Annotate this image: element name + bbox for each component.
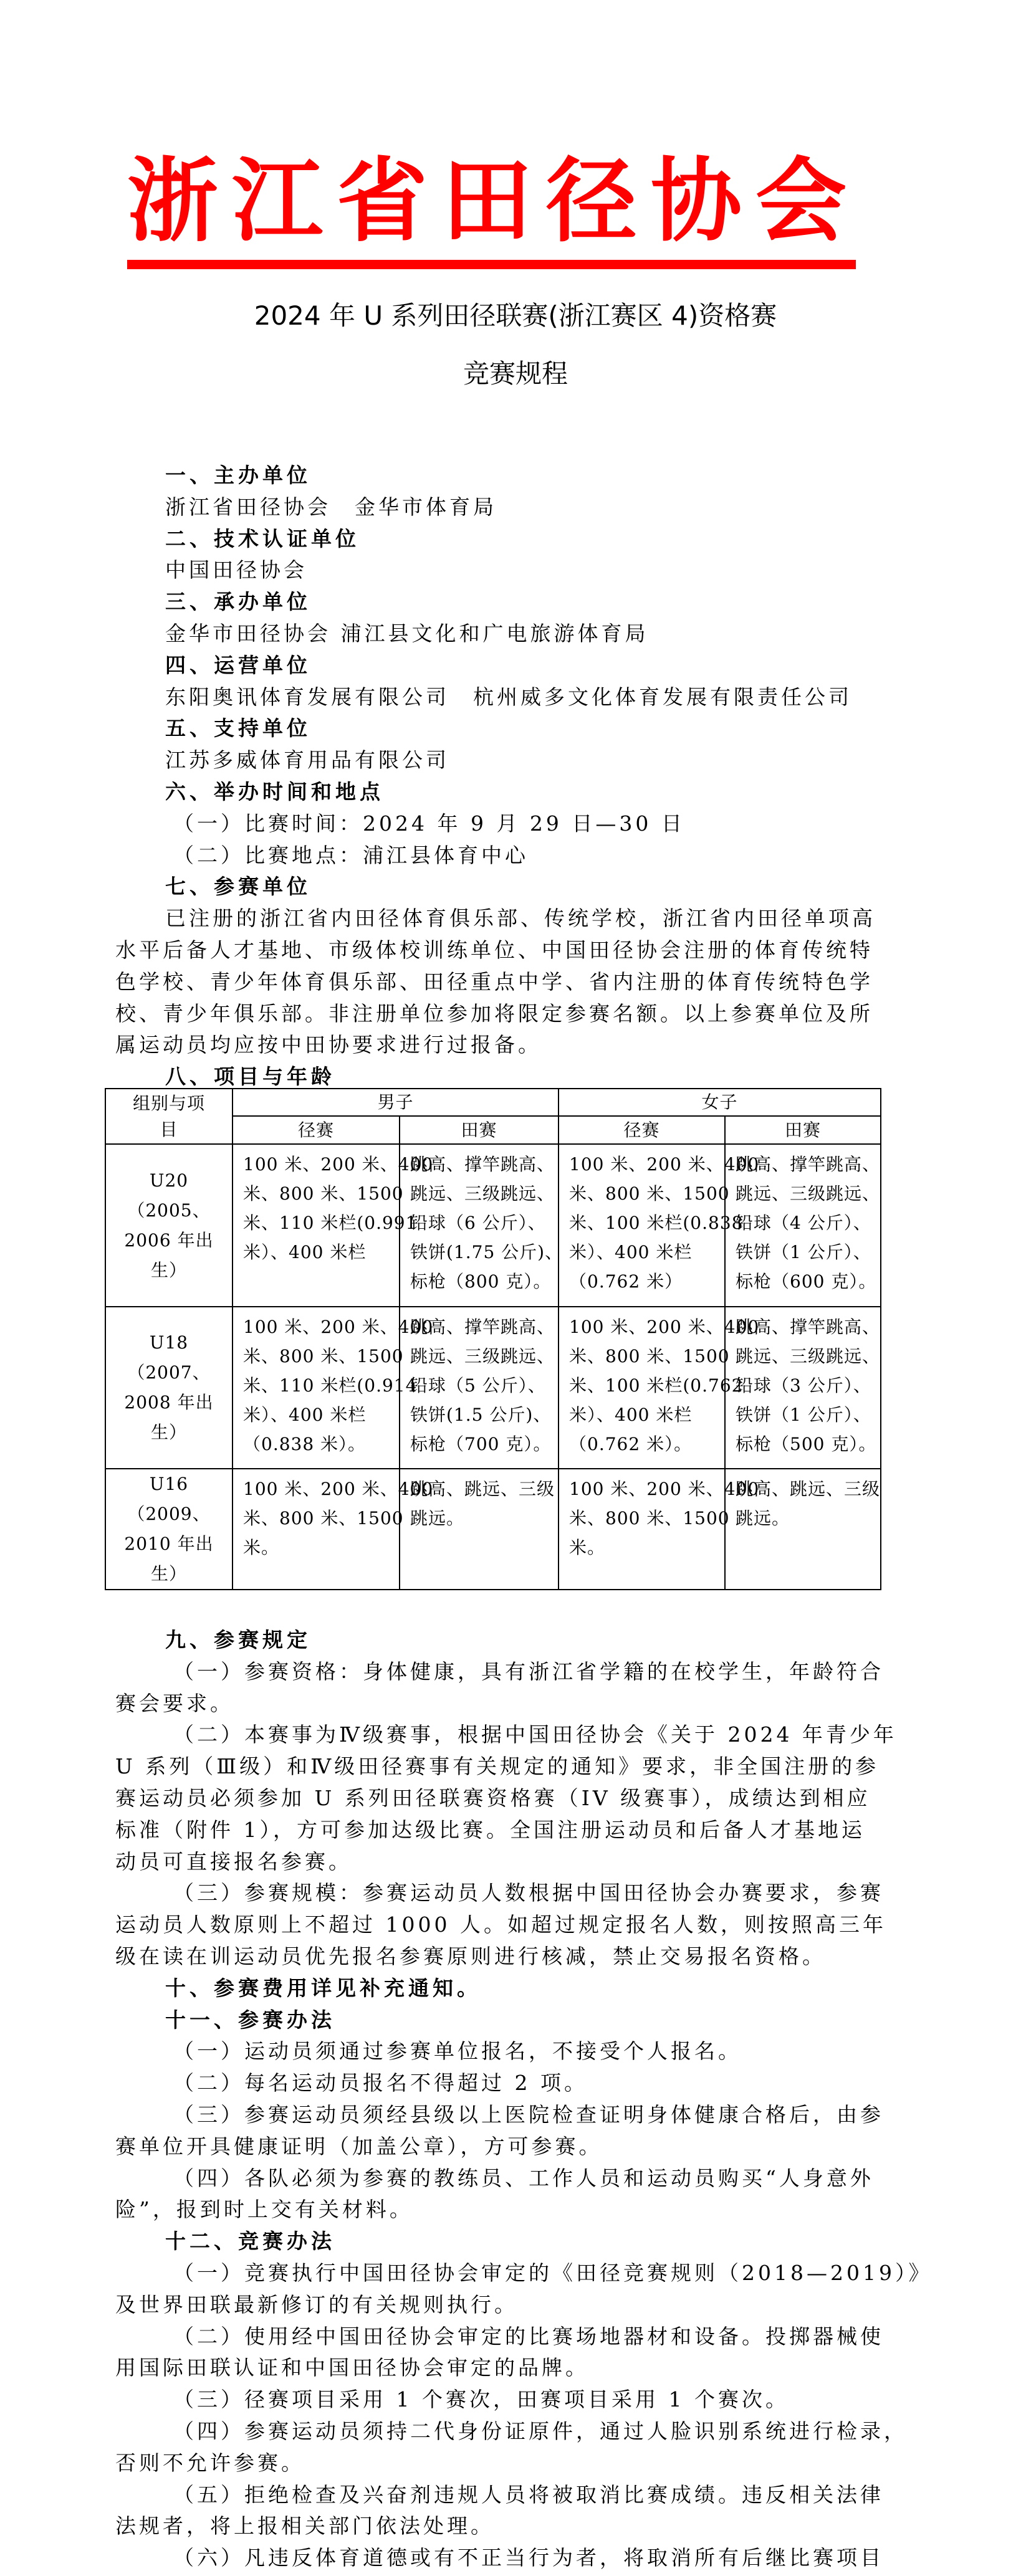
cell-line: （0.838 米）。 [243, 1434, 367, 1454]
body-text-line: （一）比赛时间：2024 年 9 月 29 日—30 日 [173, 811, 685, 836]
cell-line: （2009、 [127, 1504, 211, 1524]
body-text-line: （一）参赛资格：身体健康，具有浙江省学籍的在校学生，年龄符合 [173, 1659, 884, 1684]
table-row [105, 1307, 881, 1469]
cell-line: 铁饼(1.5 公斤)、 [410, 1405, 552, 1425]
men-header [233, 1089, 559, 1116]
cell-line: 100 米、200 米、400 [243, 1317, 434, 1337]
cell-line: 跳远。 [736, 1508, 790, 1529]
body-text-line: 金华市田径协会 浦江县文化和广电旅游体育局 [165, 621, 649, 646]
cell-line: 标枪（800 克）。 [410, 1271, 552, 1292]
cell-line: 米、110 米栏(0.991 [243, 1213, 418, 1233]
women-header-label: 女子 [701, 1092, 738, 1112]
cell-line: 米）、400 米栏 [243, 1242, 367, 1262]
men-track-cell-lines [243, 1145, 434, 1267]
cell-line: 2010 年出 [124, 1534, 214, 1554]
body-text-line: （五）拒绝检查及兴奋剂违规人员将被取消比赛成绩。违反相关法律 [173, 2482, 884, 2507]
cell-line: 铅球（4 公斤）、 [736, 1213, 871, 1233]
women-field-header [725, 1116, 881, 1144]
age-group-cell [105, 1144, 233, 1307]
body-text-line: （四）各队必须为参赛的教练员、工作人员和运动员购买“人身意外 [173, 2165, 874, 2190]
cell-line: 铁饼（1 公斤）、 [736, 1242, 871, 1262]
letterhead-red-rule [127, 260, 856, 269]
cell-line: （0.762 米） [569, 1271, 683, 1292]
cell-line: 铅球（5 公斤）、 [410, 1375, 546, 1396]
cell-line: 生） [150, 1422, 187, 1443]
age-group-cell-lines [106, 1328, 232, 1448]
cell-line: 米、800 米、1500 [569, 1346, 730, 1367]
cell-line: 跳高、撑竿跳高、 [736, 1317, 881, 1337]
cell-line: 米、110 米栏(0.914 [243, 1375, 418, 1396]
section-heading: 六、举办时间和地点 [165, 780, 384, 804]
events-table-body [105, 1144, 881, 1590]
section-heading: 十、参赛费用详见补充通知。 [165, 1975, 481, 2000]
men-field-header [400, 1116, 559, 1144]
men-track-cell [233, 1307, 434, 1469]
cell-line: 跳远、三级跳远、 [410, 1346, 555, 1367]
men-field-cell [400, 1469, 559, 1590]
cell-line: 米、800 米、1500 [569, 1508, 730, 1529]
corner-header-lines [106, 1090, 232, 1143]
table-row [105, 1144, 881, 1307]
body-text-line: （三）参赛运动员须经县级以上医院检查证明身体健康合格后，由参 [173, 2102, 884, 2127]
cell-line: 铁饼（1 公斤）、 [736, 1405, 871, 1425]
body-text-line: 运动员人数原则上不超过 1000 人。如超过规定报名人数，则按照高三年 [115, 1912, 886, 1937]
body-text-line: （四）参赛运动员须持二代身份证原件，通过人脸识别系统进行检录， [173, 2419, 908, 2443]
table-row [105, 1469, 881, 1590]
body-text-line: 赛单位开具健康证明（加盖公章），方可参赛。 [115, 2134, 603, 2159]
cell-line: 目 [160, 1119, 178, 1140]
organization-letterhead: 浙江省田径协会 [127, 148, 860, 254]
body-text-line: 已注册的浙江省内田径体育俱乐部、传统学校，浙江省内田径单项高 [165, 906, 876, 931]
cell-line: 标枪（500 克）。 [736, 1434, 877, 1454]
women-field-cell-lines [736, 1145, 880, 1296]
men-field-label: 田赛 [461, 1119, 497, 1140]
body-text-line: 动员可直接报名参赛。 [115, 1849, 352, 1874]
cell-line: 100 米、200 米、400 [569, 1317, 760, 1337]
men-track-label: 径赛 [297, 1119, 334, 1140]
table-corner-header [105, 1089, 233, 1144]
women-track-cell-lines [569, 1307, 760, 1459]
body-text-line: 级在读在训运动员优先报名参赛原则进行核减，禁止交易报名资格。 [115, 1944, 826, 1968]
cell-line: 标枪（700 克）。 [410, 1434, 552, 1454]
events-age-table [105, 1088, 881, 1590]
cell-line: U16 [149, 1474, 189, 1494]
cell-line: 组别与项 [132, 1092, 205, 1114]
women-track-cell [559, 1307, 760, 1469]
body-text-line: 用国际田联认证和中国田径协会审定的品牌。 [115, 2355, 589, 2380]
section-heading: 十一、参赛办法 [165, 2007, 335, 2032]
body-text-line: 属运动员均应按中田协要求进行过报备。 [115, 1033, 542, 1057]
cell-line: 100 米、200 米、400 [569, 1479, 760, 1499]
cell-line: U20 [149, 1170, 189, 1191]
cell-line: 跳远。 [410, 1508, 465, 1529]
cell-line: 100 米、200 米、400 [569, 1154, 760, 1175]
men-track-header [233, 1116, 400, 1144]
cell-line: 米）、400 米栏 [569, 1405, 693, 1425]
cell-line: 2006 年出 [124, 1229, 214, 1251]
section-heading: 五、支持单位 [165, 716, 311, 741]
age-group-cell [105, 1469, 233, 1590]
document-subtitle: 竞赛规程 [463, 358, 568, 389]
body-text-line: 校、青少年俱乐部。非注册单位参加将限定参赛名额。以上参赛单位及所 [115, 1001, 873, 1026]
section-heading: 十二、竞赛办法 [165, 2229, 335, 2254]
women-track-cell [559, 1469, 760, 1590]
cell-line: 米）、400 米栏 [569, 1242, 693, 1262]
cell-line: 标枪（600 克）。 [736, 1271, 877, 1292]
cell-line: 生） [150, 1563, 187, 1584]
cell-line: 铅球（3 公斤）、 [736, 1375, 871, 1396]
section-heading: 二、技术认证单位 [165, 526, 360, 551]
body-text-line: （三）参赛规模：参赛运动员人数根据中国田径协会办赛要求，参赛 [173, 1881, 884, 1906]
body-text-line: （二）本赛事为Ⅳ级赛事，根据中国田径协会《关于 2024 年青少年 [173, 1722, 897, 1747]
body-text-line: 标准（附件 1），方可参加达级比赛。全国注册运动员和后备人才基地运 [115, 1817, 865, 1842]
cell-line: 米、800 米、1500 [243, 1183, 404, 1204]
men-field-cell-lines [410, 1145, 563, 1296]
cell-line: 100 米、200 米、400 [243, 1479, 434, 1499]
women-track-cell-lines [569, 1145, 760, 1296]
cell-line: （2005、 [127, 1200, 211, 1221]
women-track-label: 径赛 [623, 1119, 660, 1140]
cell-line: 跳远、三级跳远、 [410, 1183, 555, 1204]
cell-line: 铅球（6 公斤）、 [410, 1213, 546, 1233]
men-field-cell [400, 1307, 559, 1469]
body-text-line: （六）凡违反体育道德或有不正当行为者，将取消所有后继比赛项目 [173, 2545, 884, 2570]
cell-line: 铁饼(1.75 公斤)、 [410, 1242, 563, 1262]
men-field-cell-lines [410, 1469, 558, 1533]
cell-line: 米、100 米栏(0.762 [569, 1375, 744, 1396]
women-track-cell-lines [569, 1469, 760, 1562]
document-title: 2024 年 U 系列田径联赛(浙江赛区 4)资格赛 [254, 300, 777, 331]
cell-line: 跳高、撑竿跳高、 [410, 1317, 555, 1337]
cell-line: 跳远、三级跳远、 [736, 1346, 881, 1367]
cell-line: 米。 [243, 1537, 280, 1558]
body-text-line: 及世界田联最新修订的有关规则执行。 [115, 2292, 518, 2317]
section-heading: 三、承办单位 [165, 589, 311, 614]
body-text-line: 赛运动员必须参加 U 系列田径联赛资格赛（IV 级赛事），成绩达到相应 [115, 1786, 871, 1810]
cell-line: 100 米、200 米、400 [243, 1154, 434, 1175]
body-text-line: （一）运动员须通过参赛单位报名，不接受个人报名。 [173, 2039, 742, 2064]
body-text-line: 色学校、青少年体育俱乐部、田径重点中学、省内注册的体育传统特色学 [115, 969, 873, 994]
body-text-line: 浙江省田径协会 金华市体育局 [165, 494, 497, 519]
women-track-header [559, 1116, 725, 1144]
body-text-line: 东阳奥讯体育发展有限公司 杭州威多文化体育发展有限责任公司 [165, 684, 852, 709]
body-text-line: U 系列（Ⅲ级）和Ⅳ级田径赛事有关规定的通知》要求，非全国注册的参 [115, 1754, 880, 1779]
section-heading: 四、运营单位 [165, 652, 311, 677]
cell-line: 跳高、跳远、三级 [736, 1479, 881, 1499]
body-text-line: （二）每名运动员报名不得超过 2 项。 [173, 2071, 588, 2096]
body-text-line: （一）竞赛执行中国田径协会审定的《田径竞赛规则（2018—2019）》 [173, 2261, 933, 2285]
section-heading: 八、项目与年龄 [165, 1064, 335, 1089]
body-text-line: 江苏多威体育用品有限公司 [165, 748, 449, 773]
women-field-cell [725, 1469, 881, 1590]
women-field-label: 田赛 [785, 1119, 822, 1140]
body-text-line: （三）径赛项目采用 1 个赛次，田赛项目采用 1 个赛次。 [173, 2387, 789, 2412]
men-header-label: 男子 [377, 1092, 414, 1112]
age-group-cell-lines [106, 1166, 232, 1286]
cell-line: 生） [150, 1259, 187, 1281]
body-text-line: 法规者，将上报相关部门依法处理。 [115, 2514, 494, 2539]
body-text-line: 险”，报到时上交有关材料。 [115, 2197, 413, 2222]
men-track-cell [233, 1144, 434, 1307]
cell-line: 米、800 米、1500 [569, 1183, 730, 1204]
cell-line: 米、100 米栏(0.838 [569, 1213, 744, 1233]
cell-line: U18 [149, 1332, 189, 1353]
women-field-cell [725, 1307, 881, 1469]
women-field-cell-lines [736, 1469, 880, 1533]
cell-line: 米、800 米、1500 [243, 1346, 404, 1367]
cell-line: 2008 年出 [124, 1392, 214, 1413]
body-text-line: （二）使用经中国田径协会审定的比赛场地器材和设备。投掷器械使 [173, 2324, 884, 2349]
cell-line: （0.762 米）。 [569, 1434, 693, 1454]
cell-line: 米）、400 米栏 [243, 1405, 367, 1425]
age-group-cell-lines [106, 1469, 232, 1589]
cell-line: 米。 [569, 1537, 606, 1558]
men-field-cell [400, 1144, 563, 1307]
men-field-cell-lines [410, 1307, 558, 1459]
cell-line: 跳高、撑竿跳高、 [736, 1154, 881, 1175]
cell-line: 跳远、三级跳远、 [736, 1183, 881, 1204]
body-text-line: 水平后备人才基地、市级体校训练单位、中国田径协会注册的体育传统特 [115, 938, 873, 962]
women-track-cell [559, 1144, 760, 1307]
women-field-cell [725, 1144, 881, 1307]
section-heading: 七、参赛单位 [165, 874, 311, 899]
women-header [559, 1089, 881, 1116]
body-text-line: 中国田径协会 [165, 558, 307, 583]
cell-line: （2007、 [127, 1362, 211, 1383]
men-track-cell-lines [243, 1307, 434, 1459]
body-text-line: 否则不允许参赛。 [115, 2450, 305, 2475]
age-group-cell [105, 1307, 233, 1469]
body-text-line: 赛会要求。 [115, 1691, 234, 1715]
men-track-cell-lines [243, 1469, 434, 1562]
women-field-cell-lines [736, 1307, 880, 1459]
section-heading: 九、参赛规定 [165, 1628, 311, 1652]
cell-line: 米、800 米、1500 [243, 1508, 404, 1529]
cell-line: 跳高、撑竿跳高、 [410, 1154, 555, 1175]
section-heading: 一、主办单位 [165, 463, 311, 487]
men-track-cell [233, 1469, 434, 1590]
cell-line: 跳高、跳远、三级 [410, 1479, 555, 1499]
body-text-line: （二）比赛地点：浦江县体育中心 [173, 842, 529, 867]
